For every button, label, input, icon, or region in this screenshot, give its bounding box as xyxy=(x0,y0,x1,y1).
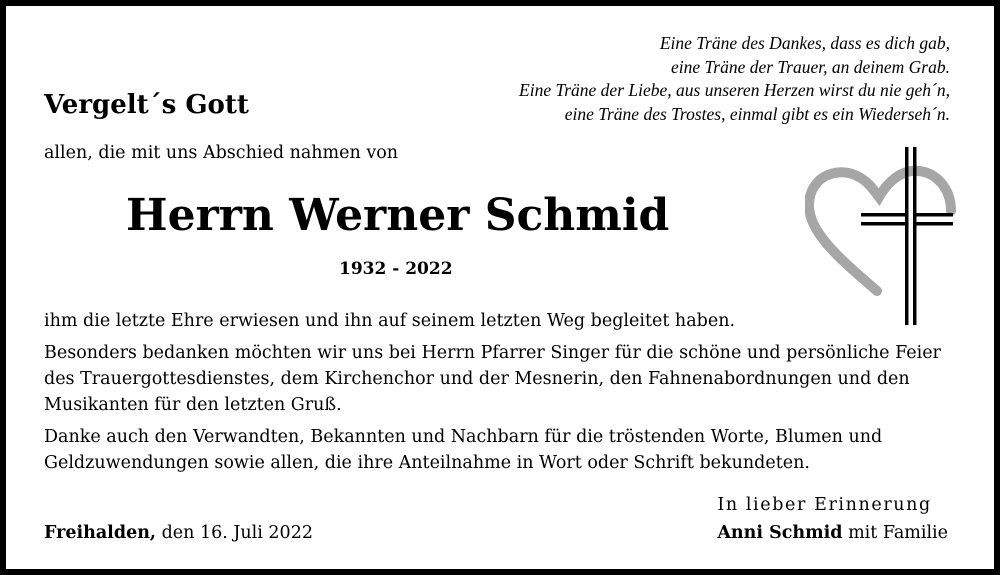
signature xyxy=(717,492,948,546)
poem-line: Eine Träne der Liebe, aus unseren Herzen wirst du nie geh´n, xyxy=(519,80,950,100)
thank-you-text xyxy=(44,308,964,482)
poem-line: Eine Träne des Dankes, dass es dich gab, xyxy=(659,33,950,53)
place: Freihalden, xyxy=(44,523,157,543)
memory-line: In lieber Erinnerung xyxy=(717,495,932,515)
intro-text: allen, die mit uns Abschied nahmen von xyxy=(44,143,399,163)
place-date xyxy=(44,520,313,546)
poem-line: eine Träne der Trauer, an deinem Grab. xyxy=(670,56,950,77)
paragraph: ihm die letzte Ehre erwiesen und ihn auf seinem letzten Weg begleitet haben. xyxy=(44,311,736,331)
signer-line xyxy=(717,520,948,546)
paragraph: Besonders bedanken möchten wir uns bei Herrn Pfarrer Singer für die schöne und persönliche Feier des Trauergottesdienstes, dem Kirchenchor und der Mesnerin, den Fahnenabordnungen und den Musikanten für den letzten Gruß. xyxy=(44,343,941,415)
thanks-title: Vergelt´s Gott xyxy=(44,90,249,120)
heart-cross-icon xyxy=(805,145,957,327)
paragraph: Danke auch den Verwandten, Bekannten und Nachbarn für die tröstenden Worte, Blumen und Geldzuwendungen sowie allen, die ihre Anteilnahme in Wort oder Schrift bekundeten. xyxy=(44,427,883,473)
life-years: 1932 - 2022 xyxy=(339,259,453,279)
poem xyxy=(519,32,950,126)
date: den 16. Juli 2022 xyxy=(161,523,313,543)
heart-shape xyxy=(809,171,951,291)
poem-line: eine Träne des Trostes, einmal gibt es ein Wiederseh´n. xyxy=(564,103,950,124)
signer-suffix: mit Familie xyxy=(848,523,948,543)
signer-name: Anni Schmid xyxy=(717,523,843,543)
deceased-name: Herrn Werner Schmid xyxy=(126,190,670,241)
cross-shape xyxy=(861,147,953,325)
